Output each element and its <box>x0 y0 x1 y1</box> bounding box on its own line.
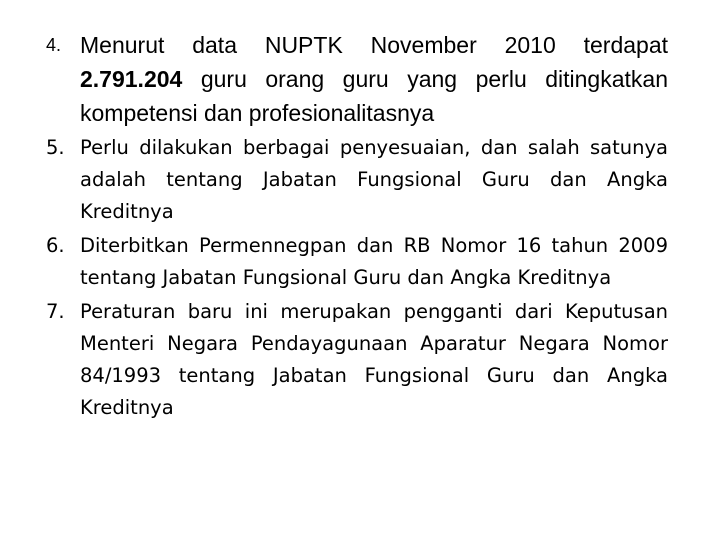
list-item-7 <box>44 296 668 424</box>
list-number: 5. <box>46 136 65 159</box>
list-text-continued: guru orang guru yang perlu ditingkatkan kompetensi dan profesionalitasnya <box>80 66 668 126</box>
list-text: Peraturan baru ini merupakan pengganti dari Keputusan Menteri Negara Pendayagunaan Aparatur Negara Nomor 84/1993 tentang Jabatan Fungsional Guru dan Angka Kreditnya <box>80 300 668 419</box>
list-number: 6. <box>46 234 65 257</box>
list-text: Perlu dilakukan berbagai penyesuaian, dan salah satunya adalah tentang Jabatan Fungsional Guru dan Angka Kreditnya <box>80 136 668 223</box>
teacher-count: 2.791.204 <box>80 66 183 92</box>
list-number: 7. <box>46 300 65 323</box>
list-item-5 <box>44 132 668 228</box>
list-item-6 <box>44 230 668 294</box>
numbered-list <box>44 28 668 424</box>
list-number: 4. <box>46 35 62 55</box>
list-item-4 <box>44 28 668 130</box>
list-text: Diterbitkan Permennegpan dan RB Nomor 16 tahun 2009 tentang Jabatan Fungsional Guru dan Angka Kreditnya <box>80 234 668 289</box>
list-text: Menurut data NUPTK November 2010 terdapat <box>80 32 668 58</box>
